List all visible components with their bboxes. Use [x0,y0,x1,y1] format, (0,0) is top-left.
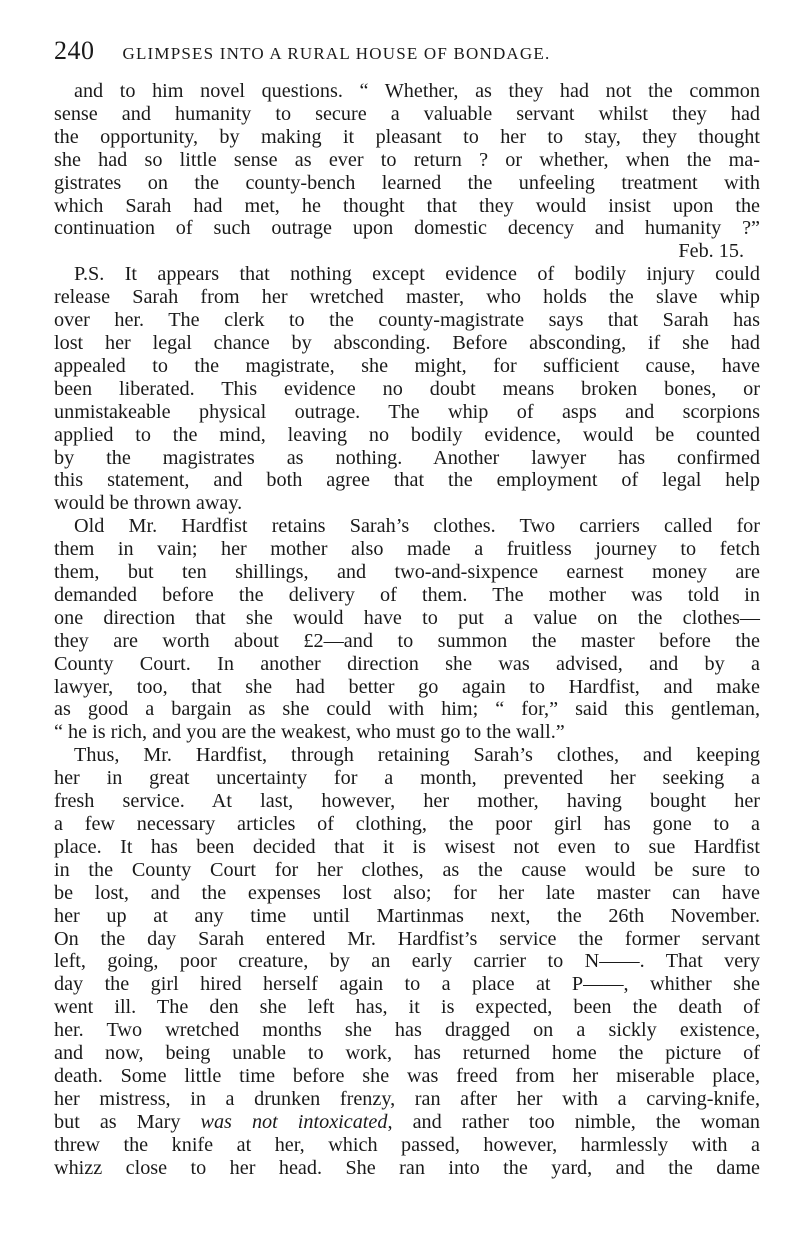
text-line: sense and humanity to secure a valuable servant whilst they had [54,102,760,125]
text-line: went ill. The den she left has, it is expected, been the death of [54,996,760,1019]
text-line: Feb. 15. [678,240,744,263]
text-line: her in great uncertainty for a month, prevented her seeking a [54,767,760,790]
text-line: which Sarah had met, he thought that they would insist upon the [54,194,760,217]
running-title: GLIMPSES INTO A RURAL HOUSE OF BONDAGE. [122,44,551,63]
text-line: unmistakeable physical outrage. The whip of asps and scorpions [54,400,760,423]
text-line: threw the knife at her, which passed, however, harmlessly with a [54,1133,760,1156]
text-line: they are worth about £2—and to summon the master before the [54,629,760,652]
text-segment: but as Mary [54,1110,201,1133]
text-line: be lost, and the expenses lost also; for her late master can have [54,881,760,904]
body-text [54,80,760,1180]
text-line: by the magistrates as nothing. Another lawyer has confirmed [54,446,760,469]
text-line: demanded before the delivery of them. The mother was told in [54,583,760,606]
text-line: a few necessary articles of clothing, the poor girl has gone to a [54,813,760,835]
text-line: her up at any time until Martinmas next, the 26th November. [54,904,760,927]
text-line: appealed to the magistrate, she might, for sufficient cause, have [54,354,760,377]
text-line: over her. The clerk to the county-magistrate says that Sarah has [54,309,760,332]
text-line: this statement, and both agree that the employment of legal help [54,469,760,492]
text-line: On the day Sarah entered Mr. Hardfist’s service the former servant [54,927,760,950]
text-block-main [54,80,760,1111]
italic-phrase: was not intoxicated [200,1110,388,1133]
text-line: applied to the mind, leaving no bodily evidence, would be counted [54,423,760,446]
text-line: left, going, poor creature, by an early carrier to N——. That very [54,950,760,973]
text-line: Thus, Mr. Hardfist, through retaining Sarah’s clothes, and keeping [74,744,760,767]
text-line: Old Mr. Hardfist retains Sarah’s clothes. Two carriers called for [74,515,760,538]
text-line: P.S. It appears that nothing except evidence of bodily injury could [74,263,760,286]
text-line-italic [54,1111,760,1134]
text-line: place. It has been decided that it is wisest not even to sue Hardfist [54,835,760,858]
text-line: would be thrown away. [54,492,243,515]
page-number: 240 [54,36,95,65]
text-line: continuation of such outrage upon domestic decency and humanity ?” [54,217,760,240]
text-line: she had so little sense as ever to return ? or whether, when the ma- [54,148,760,171]
text-block-closing [54,1134,760,1180]
text-line: and to him novel questions. “ Whether, as they had not the common [74,80,760,102]
text-line: one direction that she would have to put a value on the clothes— [54,606,760,629]
text-line: lost her legal chance by absconding. Before absconding, if she had [54,331,760,354]
text-line: lawyer, too, that she had better go again to Hardfist, and make [54,675,760,698]
text-line: whizz close to her head. She ran into the yard, and the dame [54,1156,760,1179]
text-line: day the girl hired herself again to a place at P——, whither she [54,973,760,996]
text-segment: , and rather too nimble, the woman [387,1110,761,1133]
text-line: in the County Court for her clothes, as the cause would be sure to [54,858,760,881]
text-line: fresh service. At last, however, her mother, having bought her [54,790,760,813]
text-line: her mistress, in a drunken frenzy, ran after her with a carving-knife, [54,1087,760,1110]
page-header [54,36,760,80]
text-line: death. Some little time before she was freed from her miserable place, [54,1064,760,1087]
text-line: them in vain; her mother also made a fruitless journey to fetch [54,538,760,561]
text-line: her. Two wretched months she has dragged on a sickly existence, [54,1019,760,1042]
text-line: County Court. In another direction she was advised, and by a [54,652,760,675]
text-line: them, but ten shillings, and two-and-sixpence earnest money are [54,561,760,584]
text-line: gistrates on the county-bench learned the unfeeling treatment with [54,171,760,194]
text-line: and now, being unable to work, has returned home the picture of [54,1042,760,1065]
text-line: the opportunity, by making it pleasant to her to stay, they thought [54,125,760,148]
text-line: release Sarah from her wretched master, who holds the slave whip [54,286,760,309]
text-line: been liberated. This evidence no doubt means broken bones, or [54,377,760,400]
text-line: “ he is rich, and you are the weakest, who must go to the wall.” [54,721,565,744]
text-line: as good a bargain as she could with him; “ for,” said this gentleman, [54,698,760,721]
